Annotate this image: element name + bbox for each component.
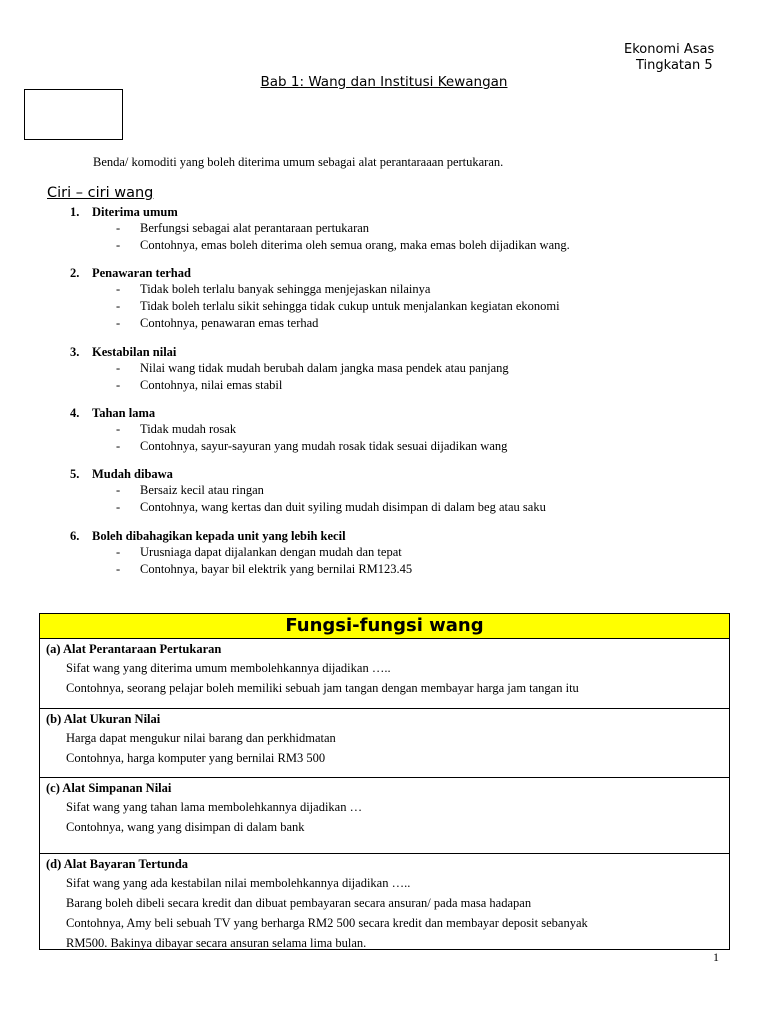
row-title: (a) Alat Perantaraan Pertukaran (46, 642, 222, 656)
ciri-item-2 (70, 266, 560, 332)
header-subject: Ekonomi Asas (624, 42, 715, 57)
item-number: 3. (70, 345, 80, 359)
item-title: Diterima umum (92, 205, 178, 219)
item-number: 6. (70, 529, 80, 543)
ciri-item-5 (70, 467, 546, 516)
bullet-point: - Bersaiz kecil atau ringan (70, 482, 546, 499)
table-row (40, 854, 729, 949)
bullet-point: - Contohnya, emas boleh diterima oleh semua orang, maka emas boleh dijadikan wang. (70, 237, 570, 254)
row-title: (c) Alat Simpanan Nilai (46, 781, 172, 795)
bullet-list (70, 220, 570, 254)
row-line: Contohnya, wang yang disimpan di dalam bank (66, 820, 305, 834)
table-header: Fungsi-fungsi wang (40, 614, 729, 639)
definition-text: Benda/ komoditi yang boleh diterima umum sebagai alat perantaraaan pertukaran. (93, 155, 504, 169)
row-title: (d) Alat Bayaran Tertunda (46, 857, 189, 871)
row-line: Harga dapat mengukur nilai barang dan perkhidmatan (66, 731, 336, 745)
row-line: Sifat wang yang ada kestabilan nilai membolehkannya dijadikan ….. (66, 876, 411, 890)
ciri-item-3 (70, 345, 509, 394)
fungsi-table (39, 613, 730, 950)
ciri-item-1 (70, 205, 570, 254)
bullet-point: - Tidak mudah rosak (70, 421, 507, 438)
item-title: Mudah dibawa (92, 467, 173, 481)
ciri-heading: Ciri – ciri wang (47, 185, 154, 201)
bullet-point: - Tidak boleh terlalu banyak sehingga menjejaskan nilainya (70, 281, 560, 298)
item-number: 2. (70, 266, 80, 280)
table-row (40, 639, 729, 709)
bullet-point: - Contohnya, wang kertas dan duit syiling mudah disimpan di dalam beg atau saku (70, 499, 546, 516)
item-title: Boleh dibahagikan kepada unit yang lebih kecil (92, 529, 346, 543)
item-title: Penawaran terhad (92, 266, 191, 280)
page-title-text: Bab 1: Wang dan Institusi Kewangan (260, 74, 508, 90)
item-number: 4. (70, 406, 80, 420)
ciri-item-4 (70, 406, 507, 455)
row-line: Barang boleh dibeli secara kredit dan dibuat pembayaran secara ansuran/ pada masa hadapan (66, 896, 532, 910)
bullet-point: - Contohnya, penawaran emas terhad (70, 315, 560, 332)
bullet-list (70, 281, 560, 332)
page-title (0, 74, 768, 90)
bullet-point: - Contohnya, nilai emas stabil (70, 377, 509, 394)
row-line: Contohnya, harga komputer yang bernilai RM3 500 (66, 751, 326, 765)
bullet-list (70, 482, 546, 516)
bullet-point: - Tidak boleh terlalu sikit sehingga tidak cukup untuk menjalankan kegiatan ekonomi (70, 298, 560, 315)
bullet-point: - Nilai wang tidak mudah berubah dalam jangka masa pendek atau panjang (70, 360, 509, 377)
bullet-list (70, 544, 412, 578)
item-number: 5. (70, 467, 80, 481)
row-line: RM500. Bakinya dibayar secara ansuran selama lima bulan. (66, 936, 367, 950)
row-title: (b) Alat Ukuran Nilai (46, 712, 161, 726)
bullet-point: - Contohnya, sayur-sayuran yang mudah rosak tidak sesuai dijadikan wang (70, 438, 507, 455)
item-title: Kestabilan nilai (92, 345, 177, 359)
header-form: Tingkatan 5 (636, 58, 713, 73)
bullet-list (70, 421, 507, 455)
item-title: Tahan lama (92, 406, 156, 420)
bullet-point: - Contohnya, bayar bil elektrik yang bernilai RM123.45 (70, 561, 412, 578)
row-line: Contohnya, seorang pelajar boleh memiliki sebuah jam tangan dengan membayar harga jam tangan itu (66, 681, 579, 695)
row-line: Sifat wang yang tahan lama membolehkannya dijadikan … (66, 800, 363, 814)
row-line: Sifat wang yang diterima umum membolehkannya dijadikan ….. (66, 661, 391, 675)
ciri-item-6 (70, 529, 412, 578)
empty-answer-box (24, 89, 123, 140)
table-row (40, 709, 729, 778)
item-number: 1. (70, 205, 80, 219)
page-number: 1 (713, 950, 719, 964)
bullet-point: - Urusniaga dapat dijalankan dengan mudah dan tepat (70, 544, 412, 561)
bullet-list (70, 360, 509, 394)
table-row (40, 778, 729, 854)
bullet-point: - Berfungsi sebagai alat perantaraan pertukaran (70, 220, 570, 237)
row-line: Contohnya, Amy beli sebuah TV yang berharga RM2 500 secara kredit dan membayar deposit sebanyak (66, 916, 588, 930)
